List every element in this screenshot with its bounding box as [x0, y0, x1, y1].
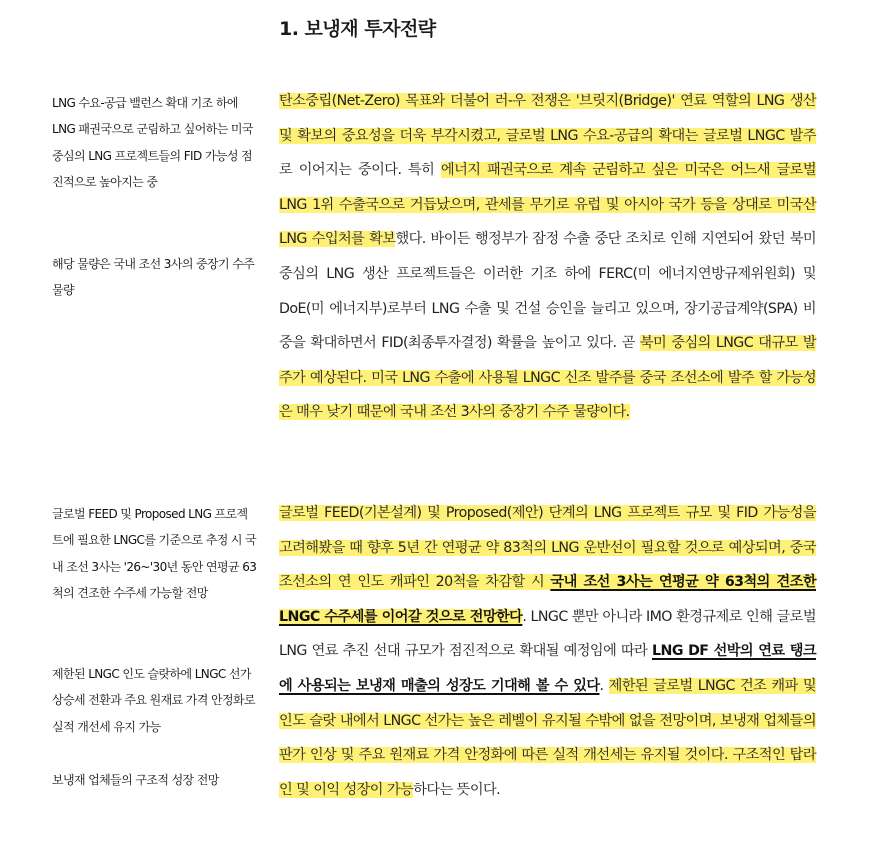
sidebar-note-2: [52, 251, 257, 304]
sidebar-note-4: [52, 661, 257, 740]
highlighted-text: 글로벌 FEED(기본설계) 및 Proposed(제안) 단계의 LNG 프로젝트 규모 및 FID 가능성을 고려해봤을 때 향후 5년 간 연평균 약 83척의 LNG 운반선이 필요할 것으로 예상되며, 중국 조선소의 연 인도 캐파인 20척을 차감할 시: [279, 505, 816, 591]
sidebar-note-text: LNG 수요-공급 밸런스 확대 기조 하에 LNG 패권국으로 군림하고 싶어하는 미국 중심의 LNG 프로젝트들의 FID 가능성 점진적으로 높아지는 중: [52, 96, 253, 189]
plain-text: .: [599, 677, 609, 694]
underlined-text: LNG DF 선박의 연료 탱크에 사용되는 보냉재 매출의 성장도 기대해 볼 수 있다: [279, 643, 816, 694]
body-paragraph-2: [279, 496, 816, 807]
sidebar-note-5: [52, 767, 257, 793]
paragraph-text: [279, 496, 816, 807]
plain-text: 하다는 뜻이다.: [413, 781, 501, 798]
highlighted-text: 에너지 패권국으로 계속 군림하고 싶은 미국은 어느새 글로벌 LNG 1위 수출국으로 거듭났으며, 관세를 무기로 유럽 및 아시아 국가 등을 상대로 미국산 LNG 수입처를 확보: [279, 162, 816, 248]
paragraph-text: [279, 84, 816, 430]
sidebar-note-text: 보냉재 업체들의 구조적 성장 전망: [52, 773, 219, 787]
page-title: 1. 보냉재 투자전략: [279, 18, 436, 40]
sidebar-note-text: 해당 물량은 국내 조선 3사의 중장기 수주 물량: [52, 257, 255, 298]
highlighted-text: 탄소중립(Net-Zero) 목표와 더불어 러-우 전쟁은 '브릿지(Bridge)' 연료 역할의 LNG 생산 및 확보의 중요성을 더욱 부각시켰고, 글로벌 LNG 수요-공급의 확대는 글로벌 LNGC 발주: [279, 93, 816, 144]
highlighted-text: 제한된 글로벌 LNGC 건조 캐파 및 인도 슬랏 내에서 LNGC 선가는 높은 레벨이 유지될 수밖에 없을 전망이며, 보냉재 업체들의 판가 인상 및 주요 원재료 가격 안정화에 따른 실적 개선세는 유지될 것이다. 구조적인 탑라인 및 이익 성장이 가능: [279, 677, 816, 798]
highlighted-text: 북미 중심의 LNGC 대규모 발주가 예상된다. 미국 LNG 수출에 사용될 LNGC 신조 발주를 중국 조선소에 발주 할 가능성은 매우 낮기 때문에 국내 조선 3사의 중장기 수주 물량이다.: [279, 335, 816, 421]
highlighted-underlined-text: 국내 조선 3사는 연평균 약 63척의 견조한 LNGC 수주세를 이어갈 것으로 전망한다: [279, 574, 816, 625]
body-paragraph-1: [279, 84, 816, 430]
sidebar-note-text: 글로벌 FEED 및 Proposed LNG 프로젝트에 필요한 LNGC를 기준으로 추정 시 국내 조선 3사는 '26~'30년 동안 연평균 63척의 견조한 수주세 가능할 전망: [52, 507, 257, 600]
plain-text: . LNGC 뿐만 아니라 IMO 환경규제로 인해 글로벌 LNG 연료 추진 선대 규모가 점진적으로 확대될 예정임에 따라: [279, 608, 816, 660]
sidebar-note-text: 제한된 LNGC 인도 슬랏하에 LNGC 선가 상승세 전환과 주요 원재료 가격 안정화로 실적 개선세 유지 가능: [52, 667, 255, 734]
plain-text: 로 이어지는 중이다. 특히: [279, 162, 441, 179]
sidebar-note-3: [52, 501, 257, 606]
plain-text: 했다. 바이든 행정부가 잠정 수출 중단 조치로 인해 지연되어 왔던 북미 중심의 LNG 생산 프로젝트들은 이러한 기조 하에 FERC(미 에너지연방규제위원회) 및 DoE(미 에너지부)로부터 LNG 수출 및 건설 승인을 늘리고 있으며, 장기공급계약(SPA) 비중을 확대하면서 FID(최종투자결정) 확률을 높이고 있다. 곧: [279, 231, 817, 352]
sidebar-note-1: [52, 90, 257, 195]
